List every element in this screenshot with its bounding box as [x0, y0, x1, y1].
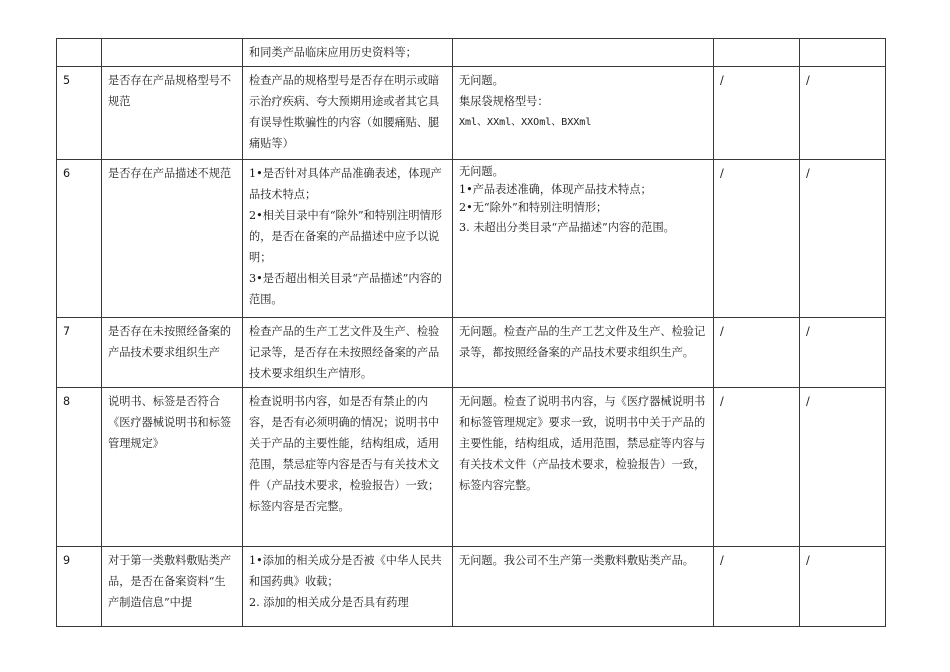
- result-line: 无问题。我公司不生产第一类敷料敷贴类产品。: [459, 554, 694, 567]
- check-result: [453, 388, 714, 547]
- mark-cell-2: /: [800, 388, 886, 547]
- requirement-line: 检查说明书内容，如是否有禁止的内容，是否有必须明确的情况；说明书中关于产品的主要性能，结构组成，适用范围，禁忌症等内容是否与有关技术文件（产品技术要求，检验报告）一致；标签内容是否完整。: [249, 395, 440, 513]
- result-line: 2•无“除外”和特别注明情形；: [459, 201, 608, 214]
- mark-cell-2: /: [800, 547, 886, 627]
- row-number: 7: [57, 318, 102, 388]
- mark-cell-1: [714, 39, 800, 67]
- result-line: 集尿袋规格型号：: [459, 95, 549, 108]
- mark-cell-2: /: [800, 160, 886, 318]
- result-line: Xml、XXml、XXOml、BXXml: [459, 117, 592, 128]
- check-requirement: [243, 388, 453, 547]
- check-item: 是否存在未按照经备案的产品技术要求组织生产: [102, 318, 243, 388]
- table-row: [57, 67, 886, 160]
- check-result: [453, 547, 714, 627]
- requirement-line: 2. 添加的相关成分是否具有药理: [249, 596, 409, 609]
- check-item: 是否存在产品描述不规范: [102, 160, 243, 318]
- mark-cell-1: /: [714, 388, 800, 547]
- requirement-line: 和同类产品临床应用历史资料等；: [249, 46, 417, 59]
- requirement-line: 检查产品的生产工艺文件及生产、检验记录等，是否存在未按照经备案的产品技术要求组织生产情形。: [249, 325, 440, 380]
- table-row: [57, 318, 886, 388]
- table-row: [57, 39, 886, 67]
- check-requirement: [243, 160, 453, 318]
- mark-cell-2: /: [800, 318, 886, 388]
- table-row: [57, 547, 886, 627]
- check-item: [102, 39, 243, 67]
- check-requirement: [243, 67, 453, 160]
- mark-cell-1: /: [714, 318, 800, 388]
- row-number: 9: [57, 547, 102, 627]
- check-item: 是否存在产品规格型号不规范: [102, 67, 243, 160]
- table-row: [57, 388, 886, 547]
- check-requirement: [243, 39, 453, 67]
- result-line: 1•产品表述准确，体现产品技术特点；: [459, 183, 652, 196]
- check-result: [453, 318, 714, 388]
- row-number: 8: [57, 388, 102, 547]
- result-line: 无问题。检查产品的生产工艺文件及生产、检验记录等，都按照经备案的产品技术要求组织生产。: [459, 325, 706, 359]
- mark-cell-1: /: [714, 67, 800, 160]
- result-line: 无问题。: [459, 165, 504, 178]
- requirement-line: 2•相关目录中有“除外”和特别注明情形的，是否在备案的产品描述中应予以说明；: [249, 209, 442, 264]
- result-line: 无问题。: [459, 74, 504, 87]
- result-line: 3. 未超出分类目录“产品描述”内容的范围。: [459, 221, 675, 234]
- row-number: [57, 39, 102, 67]
- requirement-line: 1•添加的相关成分是否被《中华人民共和国药典》收载；: [249, 554, 442, 588]
- table-row: [57, 160, 886, 318]
- mark-cell-1: /: [714, 160, 800, 318]
- row-number: 6: [57, 160, 102, 318]
- check-item: 对于第一类敷料敷贴类产品，是否在备案资料“生产制造信息”中提: [102, 547, 243, 627]
- mark-cell-1: /: [714, 547, 800, 627]
- check-result: [453, 39, 714, 67]
- requirement-line: 1•是否针对具体产品准确表述，体现产品技术特点；: [249, 167, 442, 201]
- mark-cell-2: /: [800, 67, 886, 160]
- check-item: 说明书、标签是否符合《医疗器械说明书和标签管理规定》: [102, 388, 243, 547]
- requirement-line: 3•是否超出相关目录“产品描述”内容的范围。: [249, 272, 442, 306]
- check-result: [453, 160, 714, 318]
- mark-cell-2: [800, 39, 886, 67]
- inspection-table: [56, 38, 886, 627]
- check-requirement: [243, 547, 453, 627]
- check-result: [453, 67, 714, 160]
- row-number: 5: [57, 67, 102, 160]
- check-requirement: [243, 318, 453, 388]
- requirement-line: 检查产品的规格型号是否存在明示或暗示治疗疾病、夸大预期用途或者其它具有误导性欺骗性的内容（如腰痛贴、腿痛贴等）: [249, 74, 440, 150]
- result-line: 无问题。检查了说明书内容，与《医疗器械说明书和标签管理规定》要求一致，说明书中关于产品的主要性能，结构组成，适用范围，禁忌症等内容与有关技术文件（产品技术要求，检验报告）一致，标签内容完整。: [459, 395, 706, 492]
